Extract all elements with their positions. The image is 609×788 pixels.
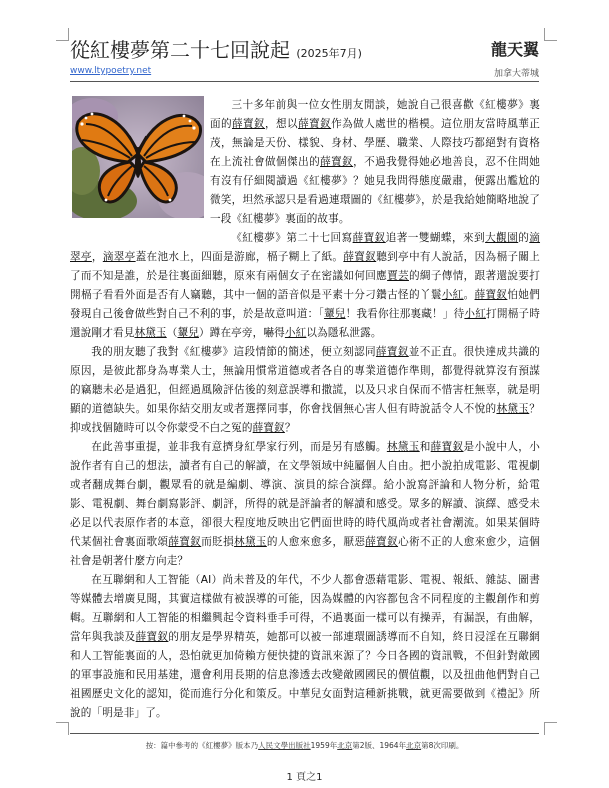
paragraph-underlined-name: 賈芸 [387,270,409,282]
footnote-text-run: 按：篇中參考的《紅樓夢》版本乃 [145,741,259,750]
crop-mark-top-right [544,28,557,41]
paragraph-underlined-name: 薛寶釵 [352,232,386,244]
paragraph-underlined-name: 薛寶釵 [168,536,202,548]
author-name: 龍天翼 [490,40,539,59]
paragraph-underlined-name: 薛寶釵 [232,118,266,130]
paragraph-text-run: （ [166,327,178,339]
paragraph-text-run: 。 [463,289,475,301]
paragraph-underlined-name: 小紅 [441,289,464,301]
paragraph-underlined-name: 滴翠亭 [70,232,541,263]
paragraph-2 [70,229,540,343]
paragraph-text-run: 而貶損 [201,536,235,548]
paragraph-underlined-name: 林黛玉 [134,327,167,339]
paragraph-text-run: ！我看你往那裏藏！」待 [345,308,465,320]
paragraph-text-run: 怕她們發現自己後會做些對自己不利的事，於是故意叫道：「 [70,289,540,320]
footnote-underlined-name: 北京 [406,741,422,750]
paragraph-text-run: 的朋友是學界精英，她都可以被一部連環圖誘導而不自知，終日浸淫在互聯網和人工智能裏面的人，恐怕就更加倚賴方便快捷的資訊來源了？今日各國的資訊戰，不但針對敵國的軍事設施和民用基建，還會利用長期的信息滲透去改變敵國國民的價值觀，以及扭曲他們對自己祖國歷史文化的認知，從而進行分化和策反。中華兒女面對這種新挑戰，就更需要做到《禮記》所說的「明是非」了。 [70,631,540,719]
paragraph-text-run: ，不過我覺得她必地善良，忍不住問她有沒有仔細閱讀過《紅樓夢》？她見我問得態度嚴肅，便露出尷尬的微笑，坦然承認只是看過連環圖的《紅樓夢》，於是我給她簡略地說了一段《紅樓夢》裏面的故事。 [210,156,540,225]
paragraph-underlined-name: 薛寶釵 [343,251,377,263]
footer-divider [70,733,539,734]
footnote [70,740,539,751]
paragraph-text-run: 在此善事重提，並非我有意擠身紅學家行列，而是另有感觸。 [91,441,387,453]
crop-mark-top-left [56,28,69,41]
monarch-butterfly-photo [72,96,204,218]
paragraph-text-run: 的 [518,232,530,244]
paragraph-text-run: 和 [419,441,431,453]
paragraph-text-run: 蓋在池水上，四面是游廊，槅子糊上了紙。 [135,251,344,263]
paragraph-underlined-name: 小紅 [464,308,487,320]
paragraph-5 [70,571,540,723]
paragraph-4 [70,438,540,571]
page-number: 1 頁之1 [286,772,323,783]
paragraph-text-run: 我的朋友聽了我對《紅樓夢》這段情節的簡述，便立刻認同 [91,346,376,358]
header-divider [70,81,539,82]
paragraph-underlined-name: 林黛玉 [496,403,530,415]
paragraph-underlined-name: 薛寶釵 [135,631,169,643]
paragraph-underlined-name: 林黛玉 [234,536,267,548]
paragraph-text-run: 是小說中人，小說作者有自己的想法，讀者有自己的解讀，在文學領域中純屬個人自由。把小說拍成電影、電視劇或者翻成舞台劇，觀眾看的就是編劇、導演、演員的綜合演繹。給小說寫評論和人物分析，給電影、電視劇、舞台劇寫影評、劇評，所得的就是評論者的解讀和感受。眾多的解讀、演繹、感受未必足以代表原作者的本意，卻很大程度地反映出它們面世時的時代風尚或者社會潮流。如果某個時代某個社會裏面歌頌 [70,441,540,548]
footnote-text-run: 第2版、1964年 [352,741,407,750]
website-link[interactable]: www.ltypoetry.net [70,66,152,76]
paragraph-underlined-name: 滴翠亭 [102,251,136,263]
paragraph-text-run: 以為隱私泄露。 [306,327,382,339]
paragraph-text-run: 聽到亭中有人說話，因為槅子關上了而不知是誰，於是往裏面細聽，原來有兩個女子在密議如何回應 [70,251,541,282]
paragraph-text-run: 作為做人處世的楷模。這位朋友當時風華正茂，無論是天份、樣貌、身材、學歷、職業、人際技巧都絕對有資格在上流社會做個傑出的 [210,118,540,168]
author-location: 加拿大蒂城 [493,69,539,79]
paragraph-underlined-name: 薛寶釵 [430,441,464,453]
crop-mark-bottom-left [56,722,69,735]
footnote-text-run: 第8次印刷。 [421,741,464,750]
footnote-underlined-name: 人民文學出版社 [258,741,311,750]
paragraph-underlined-name: 顰兒 [323,308,346,320]
paragraph-text-run: 三十多年前與一位女性朋友閒談，她說自己很喜歡《紅樓夢》裏面的 [210,99,540,130]
paragraph-3 [70,343,540,438]
paragraph-underlined-name: 薛寶釵 [298,118,332,130]
paragraph-text-run: ）蹲在亭旁，嚇得 [198,327,285,339]
paragraph-underlined-name: 薛寶釵 [252,422,285,434]
title-date: (2025年7月) [296,47,362,60]
paragraph-text-run: 的人愈來愈多，厭惡 [266,536,366,548]
paragraph-underlined-name: 大觀園 [485,232,519,244]
paragraph-underlined-name: 薛寶釵 [320,156,354,168]
page-title [70,34,362,63]
title-text: 從紅樓夢第二十七回說起 [70,38,290,62]
paragraph-underlined-name: 顰兒 [177,327,199,339]
paragraph-text-run: ，想以 [265,118,299,130]
paragraph-text-run: 追著一雙蝴蝶，來到 [385,232,486,244]
paragraph-text-run: 《紅樓夢》第二十七回寫 [231,232,353,244]
paragraph-text-run: ？ [284,422,296,434]
footnote-underlined-name: 北京 [337,741,353,750]
paragraph-text-run: 心術不正的人愈來愈少，這個社會是朝著什麼方向走？ [70,536,541,567]
paragraph-text-run: 並不正直。很快達成共識的原因，是彼此都身為專業人士，無論用慣常道德或者各自的專業道德作準則，都覺得就算沒有預謀的竊聽未必是過犯，但經過風險評估後的刻意誤導和撒謊，以及只求自保而不惜害枉無辜，就是明顯的道德缺失。如果你結交朋友或者選擇同事，你會找個無心害人但有時說話令人不悅的 [70,346,540,415]
paragraph-text-run: ？抑或找個隨時可以令你蒙受不白之冤的 [70,403,540,434]
paragraph-text-run: 打開槅子時還說剛才看見 [70,308,540,339]
paragraph-underlined-name: 薛寶釵 [365,536,399,548]
paragraph-underlined-name: 薛寶釵 [375,346,409,358]
paragraph-text-run: ， [91,251,103,263]
paragraph-text-run: 的綢子傳情，跟著還說要打開槅子看看外面是否有人竊聽，其中一個的語音似是平素十分刁鑽古怪的丫鬟 [70,270,540,301]
butterfly-icon [72,96,204,218]
footnote-text-run: 1959年 [310,741,338,750]
crop-mark-bottom-right [544,722,557,735]
paragraph-underlined-name: 薛寶釵 [474,289,508,301]
paragraph-text-run: 在互聯網和人工智能（AI）尚未普及的年代，不少人都會憑藉電影、電視、報紙、雜誌、圖書等媒體去增廣見聞，其實這樣做有被誤導的可能，因為媒體的內容都包含不同程度的主觀創作和剪輯。互聯網和人工智能的相繼興起令資料垂手可得，不過裏面一樣可以有操弄，有漏誤，有曲解，當年與我談及 [70,574,540,643]
paragraph-underlined-name: 小紅 [284,327,307,339]
paragraph-underlined-name: 林黛玉 [386,441,420,453]
